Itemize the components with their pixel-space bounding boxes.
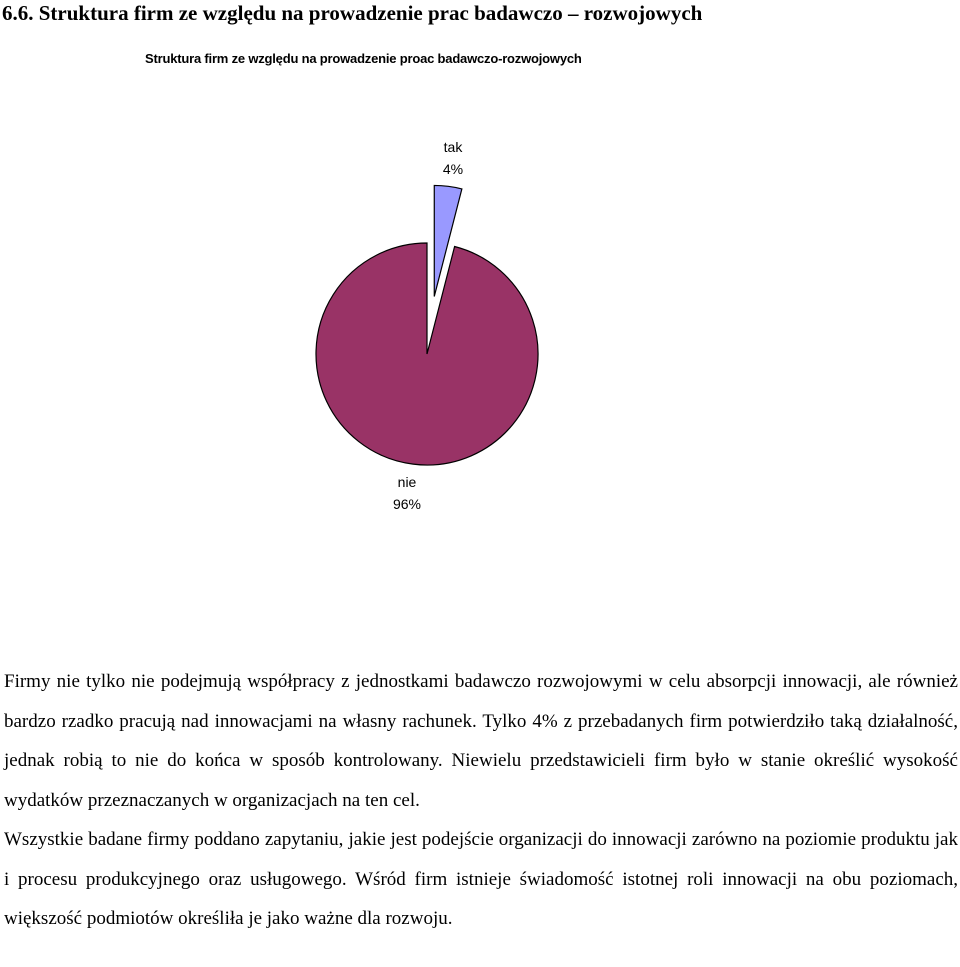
slice-label-nie: nie — [397, 474, 417, 490]
paragraph-1: Firmy nie tylko nie podejmują współpracy z jednostkami badawczo rozwojowymi w celu absorpcji innowacji, ale również bardzo rzadko pracują nad innowacjami na własny rachunek. Tylko 4% z przebadanych firm potwierdziło taką działalność, jednak robią to nie do końca w sposób kontrolowany. Niewielu przedstawicieli firm było w stanie określić wysokość wydatków przeznaczanych w organizacjach na ten cel. — [4, 671, 958, 811]
chart-title: Struktura firm ze względu na prowadzenie proac badawczo-rozwojowych — [145, 51, 582, 66]
body-text — [4, 662, 958, 939]
section-heading: 6.6. Struktura firm ze względu na prowadzenie prac badawczo – rozwojowych — [2, 1, 703, 25]
slice-value-tak: 4% — [442, 161, 464, 177]
pie-slice-nie — [316, 243, 538, 465]
slice-value-nie: 96% — [392, 496, 422, 512]
paragraph-2: Wszystkie badane firmy poddano zapytaniu, jakie jest podejście organizacji do innowacji zarówno na poziomie produktu jak i procesu produkcyjnego oraz usługowego. Wśród firm istnieje świadomość istotnej roli innowacji na obu poziomach, większość podmiotów określiła je jako ważne dla rozwoju. — [4, 829, 958, 929]
slice-label-tak: tak — [443, 139, 463, 155]
